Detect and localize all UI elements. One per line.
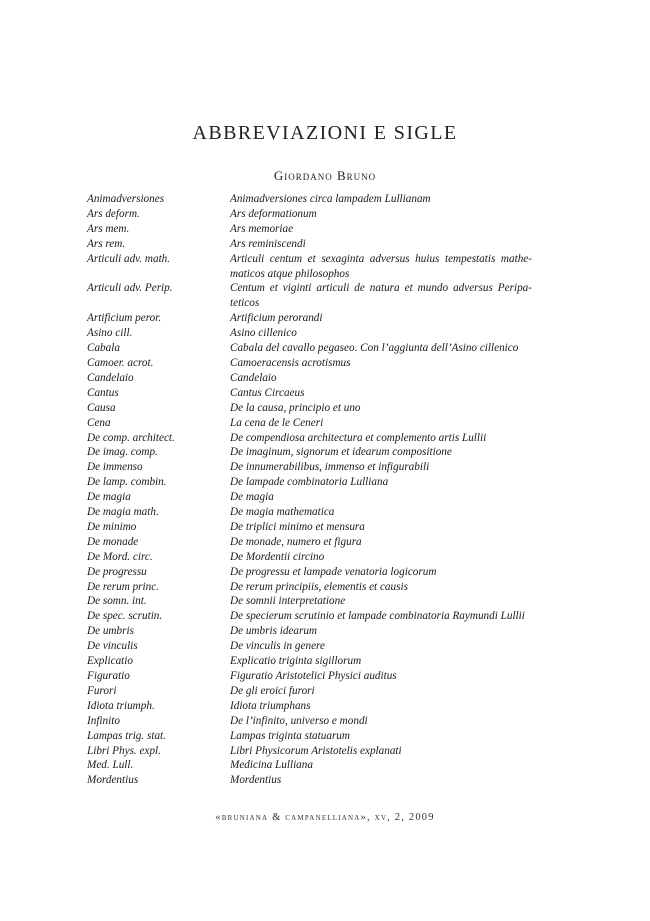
full-title: De progressu et lampade venatoria logicorum (230, 565, 437, 578)
full-title: Asino cillenico (230, 327, 297, 340)
abbreviation: Med. Lull. (87, 759, 134, 772)
full-title: Ars reminiscendi (230, 237, 306, 250)
abbreviation-entry (87, 252, 532, 282)
abbreviation: De imag. comp. (87, 446, 158, 459)
full-title: Cantus Circaeus (230, 386, 305, 399)
abbreviation: Ars rem. (87, 237, 126, 250)
abbreviation: De lamp. combin. (87, 476, 167, 489)
abbreviation-entry (87, 431, 532, 446)
abbreviation-entry (87, 490, 532, 505)
abbreviation: De monade (87, 535, 139, 548)
abbreviation-entry (87, 192, 532, 207)
abbreviation-entry (87, 281, 532, 311)
abbreviation-entry (87, 237, 532, 252)
abbreviation-entry (87, 699, 532, 714)
full-title: De monade, numero et figura (230, 535, 362, 548)
abbreviation: Animadversiones (87, 193, 165, 205)
abbreviation: De magia math. (87, 506, 159, 519)
abbreviation-entry (87, 684, 532, 699)
abbreviation-entry (87, 535, 532, 550)
abbreviation-entry (87, 624, 532, 639)
full-title: Medicina Lulliana (230, 759, 313, 772)
abbreviation: Ars mem. (87, 222, 130, 235)
abbreviation: Causa (87, 401, 116, 414)
full-title: Idiota triumphans (230, 699, 311, 712)
abbreviation: Artificium peror. (87, 312, 162, 325)
full-title: Candelaio (230, 371, 277, 384)
full-title: De magia (230, 491, 274, 504)
abbreviation-entry (87, 341, 532, 356)
abbreviation-entry (87, 639, 532, 654)
full-title: De lampade combinatoria Lulliana (230, 476, 389, 489)
abbreviation-entry (87, 416, 532, 431)
abbreviation: Cabala (87, 342, 120, 355)
abbreviation-entry (87, 669, 532, 684)
full-title: Animadversiones circa lampadem Lullianam (230, 193, 431, 205)
full-title: De somnii interpretatione (230, 595, 346, 608)
full-title: De vinculis in genere (230, 640, 325, 653)
abbreviation: De comp. architect. (87, 431, 175, 444)
abbreviation: Explicatio (87, 655, 133, 668)
abbreviation: De spec. scrutin. (87, 610, 163, 623)
abbreviation-entry (87, 714, 532, 729)
abbreviation: De vinculis (87, 640, 138, 653)
abbreviation-entry (87, 386, 532, 401)
abbreviation-entry (87, 609, 532, 624)
full-title: De magia mathematica (230, 506, 335, 519)
full-title: Ars deformationum (230, 207, 317, 220)
full-title: Camoeracensis acrotismus (230, 356, 351, 369)
abbreviation-entry (87, 744, 532, 759)
abbreviation: De rerum princ. (87, 580, 159, 593)
full-title: De rerum principiis, elementis et causis (230, 580, 408, 593)
abbreviation: De progressu (87, 565, 147, 578)
full-title: De imaginum, signorum et idearum compositione (230, 446, 452, 459)
abbreviation-entry (87, 460, 532, 475)
abbreviation: Articuli adv. math. (87, 252, 171, 265)
abbreviation-entry (87, 550, 532, 565)
abbreviation: De umbris (87, 625, 134, 638)
abbreviation-list (87, 192, 532, 788)
abbreviation-entry (87, 505, 532, 520)
full-title: De la causa, principio et uno (230, 401, 361, 414)
full-title: Artificium perorandi (230, 312, 323, 325)
abbreviation-entry (87, 520, 532, 535)
full-title: Libri Physicorum Aristotelis explanati (230, 744, 402, 757)
page-footer: «bruniana & campanelliana», xv, 2, 2009 (215, 812, 435, 823)
full-title: De innumerabilibus, immenso et infigurabili (230, 461, 430, 474)
abbreviation-entry (87, 475, 532, 490)
abbreviation: De magia (87, 491, 131, 504)
full-title: De triplici minimo et mensura (230, 520, 365, 533)
abbreviation-entry (87, 594, 532, 609)
full-title: De l’infinito, universo e mondi (230, 714, 368, 727)
page-title: ABBREVIAZIONI E SIGLE (192, 122, 458, 144)
abbreviation: Cena (87, 416, 111, 429)
abbreviation: Asino cill. (87, 327, 133, 340)
full-title: Ars memoriae (230, 222, 294, 235)
abbreviation: De Mord. circ. (87, 550, 153, 563)
full-title: De compendiosa architectura et complemento artis Lullii (230, 431, 487, 444)
abbreviation: De immenso (87, 461, 143, 474)
full-title: Articuli centum et sexaginta adversus huius tempestatis mathematicos atque philosophos (230, 252, 532, 280)
abbreviation-entry (87, 773, 532, 788)
full-title: De Mordentii circino (230, 550, 325, 563)
full-title: De specierum scrutinio et lampade combinatoria Raymundi Lullii (230, 610, 525, 623)
abbreviation-entry (87, 207, 532, 222)
abbreviation-entry (87, 445, 532, 460)
abbreviation: Lampas trig. stat. (87, 729, 166, 742)
abbreviation: Mordentius (87, 774, 139, 787)
abbreviation: Articuli adv. Perip. (87, 282, 173, 295)
section-title: Giordano Bruno (273, 168, 377, 183)
abbreviation: De somn. int. (87, 595, 147, 608)
abbreviation-entry (87, 580, 532, 595)
abbreviation: Furori (87, 684, 117, 697)
full-title: Cabala del cavallo pegaseo. Con l’aggiunta dell’Asino cillenico (230, 342, 519, 355)
abbreviation: Ars deform. (87, 207, 140, 220)
abbreviation-entry (87, 729, 532, 744)
abbreviation-entry (87, 356, 532, 371)
abbreviation-entry (87, 401, 532, 416)
full-title: Figuratio Aristotelici Physici auditus (230, 670, 397, 682)
full-title: Lampas triginta statuarum (230, 729, 350, 742)
full-title: Mordentius (230, 774, 282, 787)
abbreviation: Camoer. acrot. (87, 356, 154, 369)
full-title: De umbris idearum (230, 625, 318, 638)
full-title: De gli eroici furori (230, 684, 315, 697)
abbreviation-entry (87, 311, 532, 326)
abbreviation: Idiota triumph. (87, 699, 155, 712)
abbreviation-entry (87, 222, 532, 237)
abbreviation-entry (87, 654, 532, 669)
abbreviation-entry (87, 326, 532, 341)
full-title: Explicatio triginta sigillorum (230, 655, 362, 668)
abbreviation-entry (87, 565, 532, 580)
abbreviation: Cantus (87, 386, 119, 399)
full-title: Centum et viginti articuli de natura et mundo adversus Peripateticos (230, 282, 532, 310)
abbreviation: Figuratio (87, 670, 130, 682)
full-title: La cena de le Ceneri (230, 416, 324, 429)
abbreviation-entry (87, 758, 532, 773)
abbreviation-entry (87, 371, 532, 386)
abbreviation: Candelaio (87, 371, 134, 384)
abbreviation: Libri Phys. expl. (87, 744, 161, 757)
abbreviation: Infinito (87, 714, 120, 727)
abbreviation: De minimo (87, 520, 137, 533)
